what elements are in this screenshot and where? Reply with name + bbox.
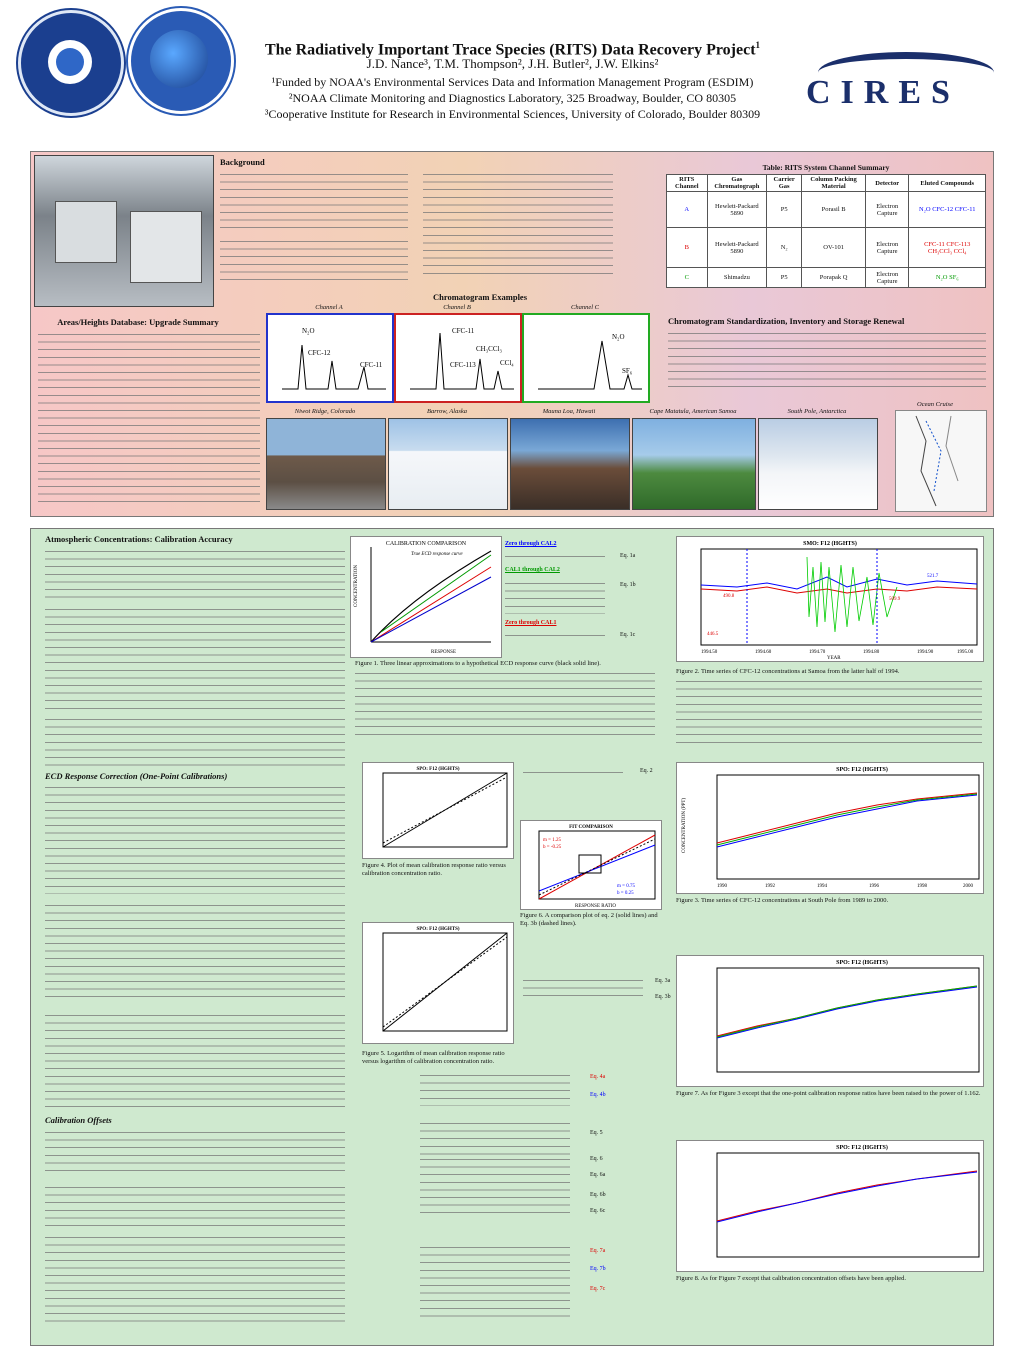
- channel-a-label: Channel A: [315, 304, 343, 311]
- offsets-text-3: [45, 1232, 345, 1324]
- atmospheric-heading: Atmospheric Concentrations: Calibration Accuracy: [45, 534, 233, 544]
- chromatogram-c-svg: [524, 315, 648, 401]
- eq-num: Eq. 6a: [590, 1172, 606, 1178]
- fig2-tick: 1994.90: [917, 650, 934, 655]
- table-cell: N₂: [767, 228, 802, 268]
- table-cell: P5: [767, 268, 802, 288]
- fig1-legend: True ECD response curve: [411, 552, 463, 557]
- site-photo-barrow: [388, 418, 508, 510]
- affiliation-3: ³Cooperative Institute for Research in Environmental Sciences, University of Colorado, Boulder 80309: [264, 107, 761, 121]
- cruise-map-svg: [896, 411, 986, 511]
- table-cell: N₂O CFC-12 CFC-11: [909, 192, 986, 228]
- fig2-tick: 1995.00: [957, 650, 974, 655]
- chromatogram-heading: Chromatogram Examples: [432, 292, 528, 302]
- atm-text-3: [45, 714, 345, 766]
- th-detector: Detector: [865, 175, 908, 192]
- fig7-svg: [677, 956, 983, 1086]
- fig3-ylabel: CONCENTRATION (PPT): [682, 797, 687, 853]
- fig2-value: 490.8: [723, 594, 735, 599]
- eq4: [420, 1070, 570, 1106]
- table-cell: OV-101: [802, 228, 866, 268]
- table-cell: CFC-11 CFC-113 CH₃CCl₃ CCl₄: [909, 228, 986, 268]
- eq-num: Eq. 5: [590, 1130, 603, 1136]
- fig6-label-upper: m = 1.25: [543, 838, 561, 843]
- lab-photo: [34, 155, 214, 307]
- table-cell: Shimadzu: [707, 268, 767, 288]
- table-cell: Electron Capture: [865, 192, 908, 228]
- chromatogram-a: [266, 313, 394, 403]
- fig2-tick: 1994.80: [863, 650, 880, 655]
- fig4-caption: Figure 4. Plot of mean calibration response ratio versus calibration concentration ratio.: [362, 862, 506, 877]
- fig3-tick: 1998: [917, 884, 927, 889]
- table-row-b-channel: B: [667, 228, 708, 268]
- table-row-c-channel: C: [667, 268, 708, 288]
- site-photo-mauna-loa: [510, 418, 630, 510]
- peak-label: CFC-11: [452, 327, 475, 335]
- eq-num: Eq. 6c: [590, 1208, 606, 1214]
- fig3-svg: [677, 763, 983, 893]
- table-cell: Hewlett-Packard 5890: [707, 228, 767, 268]
- eq-label-zero-cal2: Zero through CAL2: [505, 541, 557, 547]
- ocean-cruise-label: Ocean Cruise: [917, 401, 953, 408]
- fig2-value: 521.7: [927, 574, 939, 579]
- th-carrier: Carrier Gas: [767, 175, 802, 192]
- chromatogram-a-svg: [268, 315, 392, 401]
- eq-num: Eq. 1a: [620, 553, 636, 559]
- eq1b: [505, 578, 605, 614]
- fig6-plot: [520, 820, 662, 910]
- th-channel: RITS Channel: [667, 175, 708, 192]
- fig2-caption: Figure 2. Time series of CFC-12 concentrations at Samoa from the latter half of 1994.: [676, 668, 900, 675]
- eq2: [523, 767, 623, 777]
- table-row-a-channel: A: [667, 192, 708, 228]
- channel-c-label: Channel C: [571, 304, 599, 311]
- poster-authors: J.D. Nance³, T.M. Thompson², J.H. Butler², J.W. Elkins²: [366, 56, 659, 71]
- fig3-title: SPO: F12 (HGHTS): [836, 767, 888, 773]
- poster-title: The Radiatively Important Trace Species (RITS) Data Recovery Project$^1$: [264, 40, 761, 59]
- fig7-title: SPO: F12 (HGHTS): [836, 960, 888, 966]
- eq-num: Eq. 6: [590, 1156, 603, 1162]
- eq-num: Eq. 7a: [590, 1248, 606, 1254]
- fig8-caption: Figure 8. As for Figure 7 except that calibration concentration offsets have been applied.: [676, 1275, 907, 1282]
- svg-text:b = 0.25: b = 0.25: [617, 891, 634, 896]
- fig8-svg: [677, 1141, 983, 1271]
- chromatogram-c: [522, 313, 650, 403]
- fig2-tick: 1994.70: [809, 650, 826, 655]
- fig5-plot: [362, 922, 514, 1044]
- site-label: Cape Matatula, American Samoa: [649, 408, 737, 415]
- site-photo-niwot: [266, 418, 386, 510]
- fig6-label-lower: m = 0.75: [617, 884, 635, 889]
- standardization-heading: Chromatogram Standardization, Inventory and Storage Renewal: [668, 316, 905, 326]
- peak-label: CFC-113: [450, 361, 476, 369]
- ecd-text-3: [45, 1010, 345, 1110]
- eq-num: Eq. 4a: [590, 1074, 606, 1080]
- th-packing: Column Packing Material: [802, 175, 866, 192]
- fig2-plot: [676, 536, 984, 662]
- table-cell: Porapak Q: [802, 268, 866, 288]
- eq-num: Eq. 7b: [590, 1266, 606, 1272]
- eq1a: [505, 551, 605, 563]
- site-photo-south-pole: [758, 418, 878, 510]
- fig2-tick: 1994.60: [755, 650, 772, 655]
- fig2-value: 446.5: [707, 632, 719, 637]
- eq-label-cal1-cal2: CAL1 through CAL2: [505, 567, 560, 573]
- fig1-ylabel: CONCENTRATION: [354, 565, 359, 607]
- peak-label: CFC-11: [360, 361, 383, 369]
- peak-label: CH₃CCl₃: [476, 345, 502, 353]
- fig1-xlabel: RESPONSE: [431, 650, 457, 655]
- fig3-tick: 2000: [963, 884, 973, 889]
- cruise-map: [895, 410, 987, 512]
- fig6-title: FIT COMPARISON: [569, 825, 613, 830]
- eq-label-zero-cal1: Zero through CAL1: [505, 620, 557, 626]
- fig2-tick: 1994.50: [701, 650, 718, 655]
- fig1-svg: [351, 537, 501, 657]
- site-photo-samoa: [632, 418, 756, 510]
- atm-text-2: [45, 604, 345, 710]
- fig6-caption: Figure 6. A comparison plot of eq. 2 (solid lines) and Eq. 3b (dashed lines).: [520, 912, 658, 927]
- fig7-plot: [676, 955, 984, 1087]
- table-cell: Electron Capture: [865, 268, 908, 288]
- fig6-svg: [521, 821, 661, 909]
- fig3-tick: 1992: [765, 884, 775, 889]
- offsets-text-2: [45, 1182, 345, 1226]
- fig2-caption-body: [676, 676, 982, 746]
- table-cell: Hewlett-Packard 5890: [707, 192, 767, 228]
- th-gc: Gas Chromatograph: [707, 175, 767, 192]
- chromatogram-b-svg: [396, 315, 520, 401]
- ecd-text-2: [45, 900, 345, 1004]
- offsets-heading: Calibration Offsets: [45, 1115, 112, 1125]
- noaa-bird-icon: [56, 48, 84, 76]
- peak-label: SF₆: [622, 367, 633, 375]
- site-label: Mauna Loa, Hawaii: [542, 408, 596, 415]
- background-heading: Background: [220, 157, 265, 167]
- site-label: Barrow, Alaska: [427, 408, 467, 415]
- fig1-calibration-comparison: [350, 536, 502, 658]
- eq5: [420, 1118, 570, 1156]
- fig6-xlabel: RESPONSE RATIO: [575, 904, 616, 909]
- ecd-heading: ECD Response Correction (One-Point Calibrations): [45, 771, 228, 781]
- fig2-xlabel: YEAR: [827, 656, 841, 661]
- eq-num: Eq. 7c: [590, 1286, 606, 1292]
- eq1c: [505, 630, 605, 642]
- eq6: [420, 1154, 570, 1218]
- fig3-tick: 1996: [869, 884, 879, 889]
- eq-num: Eq. 6b: [590, 1192, 606, 1198]
- fig3-tick: 1994: [817, 884, 827, 889]
- fig5-caption: Figure 5. Logarithm of mean calibration response ratio versus logarithm of calibration concentration ratio.: [362, 1050, 505, 1065]
- eq-num: Eq. 2: [640, 768, 653, 774]
- fig5-svg: [363, 923, 513, 1043]
- peak-label: N₂O: [612, 333, 625, 341]
- eq-num: Eq. 1b: [620, 582, 636, 588]
- eq7: [420, 1242, 570, 1322]
- chromatogram-b: [394, 313, 522, 403]
- cires-logo: CIRES: [806, 74, 960, 111]
- fig2-svg: [677, 537, 983, 661]
- rits-table: [666, 174, 986, 288]
- fig2-value: 509.9: [889, 597, 901, 602]
- affiliation-1: ¹Funded by NOAA's Environmental Services Data and Information Management Program (ESDIM): [271, 75, 754, 89]
- atm-text-1: [45, 546, 345, 598]
- globe-icon: [150, 30, 208, 88]
- fig3-plot: [676, 762, 984, 894]
- svg-text:b = -0.25: b = -0.25: [543, 845, 562, 850]
- peak-label: CFC-12: [308, 349, 331, 357]
- channel-b-label: Channel B: [443, 304, 471, 311]
- table-cell: N₂O SF₆: [909, 268, 986, 288]
- fig3-tick: 1990: [717, 884, 727, 889]
- table-cell: Electron Capture: [865, 228, 908, 268]
- background-text-2: [220, 236, 408, 280]
- offsets-text-1: [45, 1127, 345, 1177]
- fig4-title: SPO: F12 (HGHTS): [416, 767, 460, 772]
- peak-label: CCl₄: [500, 359, 514, 367]
- eq-num: Eq. 1c: [620, 632, 636, 638]
- background-text-1: [220, 169, 408, 229]
- fig7-caption: Figure 7. As for Figure 3 except that the one-point calibration response ratios have been raised to the power of 1.162.: [676, 1090, 981, 1097]
- areas-heading: Areas/Heights Database: Upgrade Summary: [57, 317, 219, 327]
- fig4-plot: [362, 762, 514, 859]
- eq3: [523, 975, 643, 1001]
- standardization-text: [668, 328, 986, 388]
- affiliation-2: ²NOAA Climate Monitoring and Diagnostics Laboratory, 325 Broadway, Boulder, CO 80305: [288, 91, 737, 105]
- background-text-3: [423, 169, 613, 280]
- fig8-plot: [676, 1140, 984, 1272]
- eq-num: Eq. 3a: [655, 978, 671, 984]
- fig3-caption: Figure 3. Time series of CFC-12 concentrations at South Pole from 1989 to 2000.: [676, 897, 889, 904]
- th-compounds: Eluted Compounds: [909, 175, 986, 192]
- fig2-title: SMO: F12 (HGHTS): [803, 541, 857, 547]
- table-cell: P5: [767, 192, 802, 228]
- fig1-title: CALIBRATION COMPARISON: [385, 541, 467, 547]
- ecd-text-1: [45, 782, 345, 894]
- site-label: South Pole, Antarctica: [787, 408, 847, 415]
- fig1-caption: Figure 1. Three linear approximations to a hypothetical ECD response curve (black solid line).: [355, 660, 601, 667]
- fig8-title: SPO: F12 (HGHTS): [836, 1145, 888, 1151]
- site-label: Niwot Ridge, Colorado: [294, 408, 356, 415]
- table-title: Table: RITS System Channel Summary: [762, 163, 890, 172]
- fig1-caption-body: [355, 668, 655, 736]
- areas-text: [38, 329, 260, 503]
- eq-num: Eq. 4b: [590, 1092, 606, 1098]
- table-cell: Porasil B: [802, 192, 866, 228]
- fig4-svg: [363, 763, 513, 858]
- eq-num: Eq. 3b: [655, 994, 671, 1000]
- peak-label: N₂O: [302, 327, 315, 335]
- fig5-title: SPO: F12 (HGHTS): [416, 927, 460, 932]
